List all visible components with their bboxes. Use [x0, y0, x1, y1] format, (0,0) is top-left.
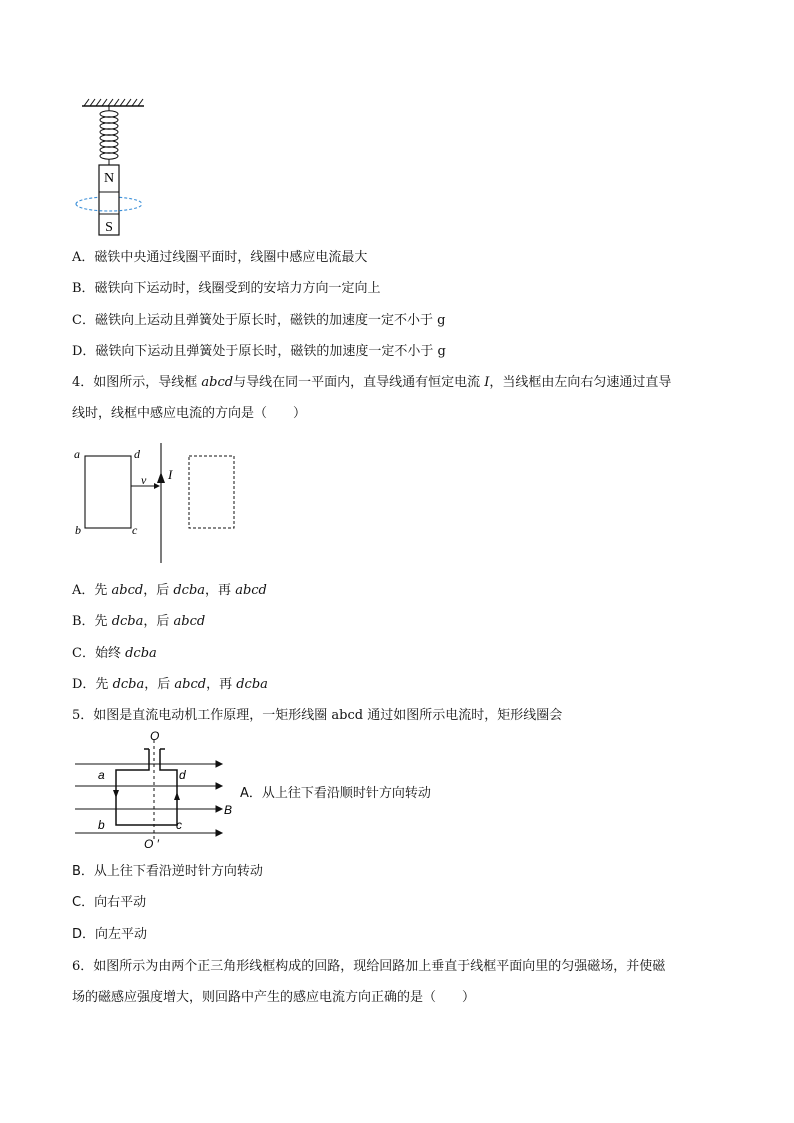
- north-pole-label: N: [103, 171, 115, 186]
- q4-stem-current: I: [484, 375, 490, 390]
- q4-option-d: [72, 676, 268, 694]
- q6-stem-line1: 6．如图所示为由两个正三角形线框构成的回路，现给回路加上垂直于线框平面向里的匀强磁场，并使磁: [72, 959, 666, 974]
- q6-stem-line2: 场的磁感应强度增大，则回路中产生的感应电流方向正确的是（ ）: [72, 990, 476, 1005]
- q5-option-b: B．从上往下看沿逆时针方向转动: [72, 864, 263, 879]
- q4-d-mid1: ，后: [144, 677, 175, 692]
- q4-option-a: [72, 582, 267, 600]
- corner-label-c: c: [132, 523, 138, 537]
- coil-label-d: d: [179, 768, 186, 782]
- q4-a-path3: abcd: [235, 583, 267, 598]
- current-arrow-right: [174, 792, 180, 800]
- q5-option-a: A．从上往下看沿顺时针方向转动: [240, 786, 431, 801]
- q4-stem-part2: 与导线在同一平面内，直导线通有恒定电流: [233, 375, 485, 390]
- frame-abcd: [85, 456, 131, 528]
- spring: [100, 106, 118, 165]
- q4-stem-part3: ，当线框由左向右匀速通过直导: [489, 375, 672, 390]
- q4-option-b: [72, 613, 205, 631]
- wire-frame-diagram: [70, 443, 250, 565]
- velocity-label: v: [141, 473, 147, 487]
- q4-a-mid2: ，再: [205, 583, 236, 598]
- q5-option-d: D．向左平动: [72, 927, 148, 942]
- q4-d-path2: abcd: [174, 677, 207, 692]
- south-pole-label: S: [105, 220, 113, 235]
- corner-label-a: a: [74, 447, 80, 461]
- rectangular-coil: [116, 749, 177, 825]
- current-arrow-left: [113, 790, 119, 798]
- q4-stem-line1: [72, 374, 671, 392]
- q4-d-prefix: D．先: [72, 677, 113, 692]
- velocity-arrowhead: [154, 483, 160, 489]
- q4-stem-abcd: abcd: [201, 375, 234, 390]
- q4-b-mid1: ，后: [143, 614, 174, 629]
- q4-d-mid2: ，再: [206, 677, 237, 692]
- frame-final-position: [189, 456, 234, 528]
- corner-label-b: b: [75, 523, 81, 537]
- axis-label-bottom: O ′: [144, 837, 159, 850]
- corner-label-d: d: [134, 447, 140, 461]
- q3-option-a: A．磁铁中央通过线圈平面时，线圈中感应电流最大: [72, 250, 368, 265]
- q4-b-path1: dcba: [111, 614, 144, 629]
- q4-d-path1: dcba: [112, 677, 145, 692]
- q4-c-prefix: C．始终: [72, 646, 126, 661]
- dc-motor-figure: [70, 728, 240, 850]
- dc-motor-diagram: [70, 728, 240, 850]
- q3-option-c: C．磁铁向上运动且弹簧处于原长时，磁铁的加速度一定不小于 g: [72, 313, 446, 328]
- q4-stem-line2: 线时，线框中感应电流的方向是（ ）: [72, 406, 307, 421]
- q4-d-path3: dcba: [236, 677, 268, 692]
- q5-stem: 5．如图是直流电动机工作原理，一矩形线圈 abcd 通过如图所示电流时，矩形线圈会: [72, 708, 563, 723]
- q4-a-path2: dcba: [173, 583, 206, 598]
- q5-option-c: C．向右平动: [72, 895, 147, 910]
- q4-stem-part1: 4．如图所示，导线框: [72, 375, 202, 390]
- magnet-spring-diagram: [70, 96, 160, 240]
- axis-label-top: O: [150, 729, 160, 743]
- wire-frame-figure: [70, 443, 250, 565]
- q3-option-d: D．磁铁向下运动且弹簧处于原长时，磁铁的加速度一定不小于 g: [72, 344, 446, 359]
- coil-label-a: a: [98, 768, 105, 782]
- q4-a-mid1: ，后: [143, 583, 174, 598]
- q4-b-path2: abcd: [173, 614, 206, 629]
- current-arrowhead: [157, 472, 165, 483]
- q4-a-path1: abcd: [111, 583, 144, 598]
- q4-option-c: [72, 645, 157, 663]
- q4-b-prefix: B．先: [72, 614, 112, 629]
- q3-option-b: B．磁铁向下运动时，线圈受到的安培力方向一定向上: [72, 281, 381, 296]
- field-label-b: B: [224, 803, 233, 817]
- coil-label-c: c: [176, 818, 182, 832]
- q4-c-path1: dcba: [125, 646, 157, 661]
- ceiling-hatching: [84, 99, 143, 106]
- q4-a-prefix: A．先: [72, 583, 112, 598]
- magnet-spring-figure: [70, 96, 160, 240]
- current-label: I: [168, 467, 173, 482]
- coil-label-b: b: [98, 818, 105, 832]
